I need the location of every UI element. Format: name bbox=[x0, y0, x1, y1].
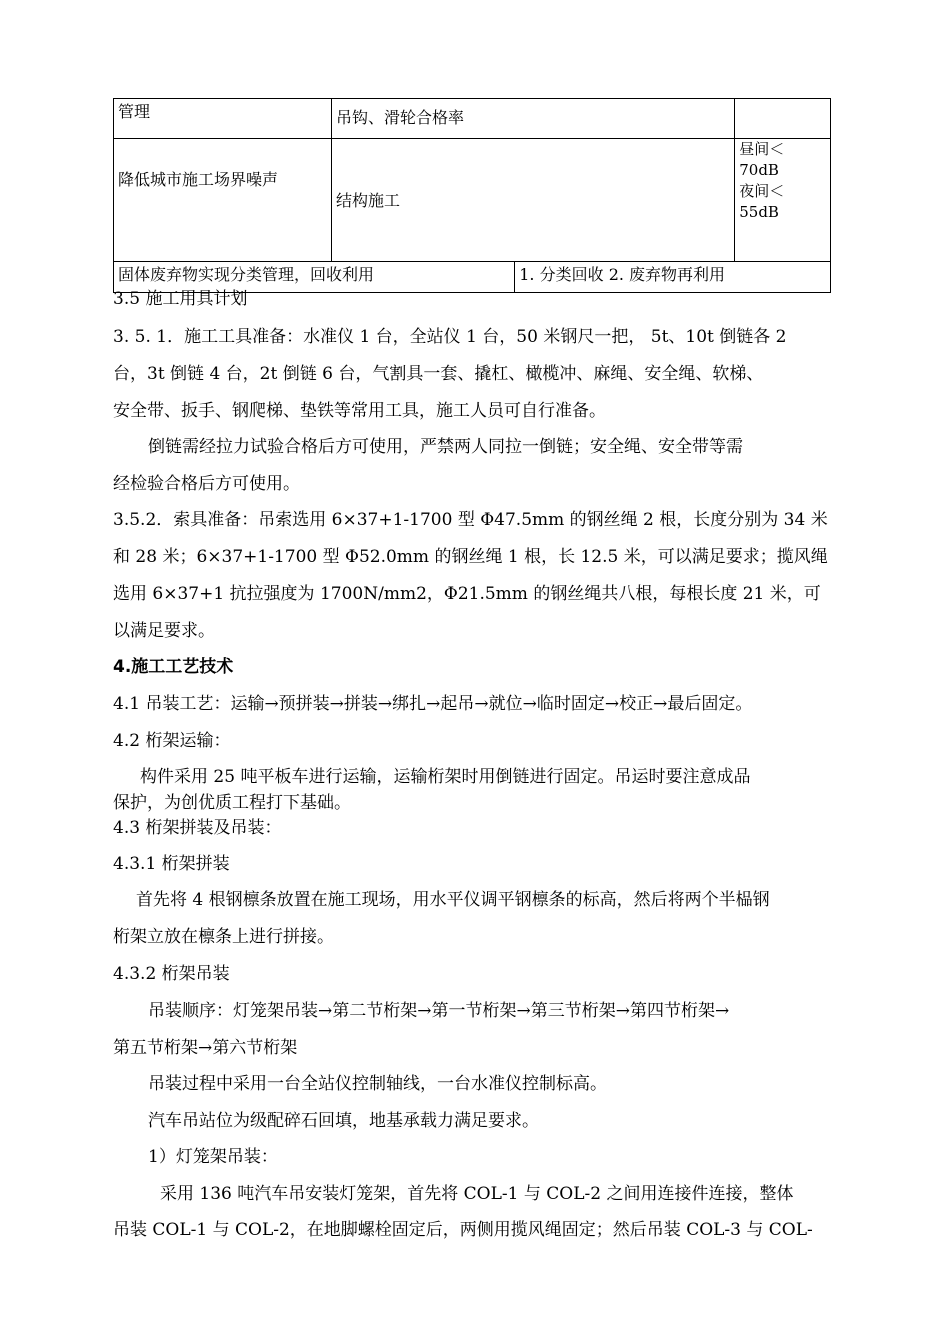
paragraph-line: 首先将 4 根钢檩条放置在施工现场，用水平仪调平钢檩条的标高，然后将两个半榀钢 bbox=[136, 890, 770, 910]
noise-limit-line: 70dB bbox=[739, 161, 779, 179]
noise-limit-cell bbox=[735, 139, 831, 262]
paragraph-line: 经检验合格后方可使用。 bbox=[113, 474, 300, 494]
paragraph-line: 汽车吊站位为级配碎石回填，地基承载力满足要求。 bbox=[148, 1111, 539, 1131]
paragraph-line: 选用 6×37+1 抗拉强度为 1700N/mm2，Φ21.5mm 的钢丝绳共八根，每根长度 21 米，可 bbox=[113, 584, 821, 604]
paragraph-line: 吊装 COL-1 与 COL-2，在地脚螺栓固定后，两侧用揽风绳固定；然后吊装 COL-3 与 COL- bbox=[113, 1220, 813, 1240]
table-cell: 降低城市施工场界噪声 bbox=[114, 139, 332, 262]
section-heading: 4.3 桁架拼装及吊装： bbox=[113, 818, 282, 838]
paragraph-line: 采用 136 吨汽车吊安装灯笼架，首先将 COL-1 与 COL-2 之间用连接件连接，整体 bbox=[160, 1184, 794, 1204]
table-row bbox=[114, 262, 831, 293]
table-row bbox=[114, 139, 831, 262]
paragraph-line: 3. 5. 1．施工工具准备：水准仪 1 台，全站仪 1 台，50 米钢尺一把， 5t、10t 倒链各 2 bbox=[113, 327, 787, 347]
paragraph-line: 桁架立放在檩条上进行拼接。 bbox=[113, 927, 334, 947]
environment-measures-table bbox=[113, 98, 831, 293]
paragraph-line: 吊装过程中采用一台全站仪控制轴线，一台水准仪控制标高。 bbox=[148, 1074, 607, 1094]
table-cell: 结构施工 bbox=[331, 139, 734, 262]
noise-limit-line: 昼间＜ bbox=[739, 140, 785, 158]
paragraph-line: 4.1 吊装工艺：运输→预拼装→拼装→绑扎→起吊→就位→临时固定→校正→最后固定。 bbox=[113, 694, 753, 714]
paragraph-line: 保护，为创优质工程打下基础。 bbox=[113, 793, 351, 813]
paragraph-line: 以满足要求。 bbox=[113, 621, 215, 641]
paragraph-line: 安全带、扳手、钢爬梯、垫铁等常用工具，施工人员可自行准备。 bbox=[113, 401, 606, 421]
paragraph-line: 和 28 米；6×37+1-1700 型 Φ52.0mm 的钢丝绳 1 根，长 12.5 米，可以满足要求；揽风绳 bbox=[113, 547, 828, 567]
subsection-heading: 4.3.1 桁架拼装 bbox=[113, 854, 230, 874]
paragraph-line: 第五节桁架→第六节桁架 bbox=[113, 1038, 298, 1058]
section-heading: 4.2 桁架运输： bbox=[113, 731, 231, 751]
table-cell bbox=[735, 99, 831, 139]
section-heading: 3.5 施工用具计划 bbox=[113, 289, 248, 309]
paragraph-line: 倒链需经拉力试验合格后方可使用，严禁两人同拉一倒链；安全绳、安全带等需 bbox=[148, 437, 743, 457]
paragraph-line: 3.5.2．索具准备：吊索选用 6×37+1-1700 型 Φ47.5mm 的钢丝绳 2 根，长度分别为 34 米 bbox=[113, 510, 828, 530]
paragraph-line: 吊装顺序：灯笼架吊装→第二节桁架→第一节桁架→第三节桁架→第四节桁架→ bbox=[148, 1001, 730, 1021]
list-item-heading: 1）灯笼架吊装： bbox=[148, 1147, 278, 1167]
table-cell: 吊钩、滑轮合格率 bbox=[331, 99, 734, 139]
table-cell: 管理 bbox=[114, 99, 332, 139]
paragraph-line: 台，3t 倒链 4 台，2t 倒链 6 台，气割具一套、撬杠、橄榄冲、麻绳、安全绳、软梯、 bbox=[113, 364, 764, 384]
table-row bbox=[114, 99, 831, 139]
subsection-heading: 4.3.2 桁架吊装 bbox=[113, 964, 230, 984]
noise-limit-line: 夜间＜ bbox=[739, 182, 785, 200]
table-cell: 1. 分类回收 2. 废弃物再利用 bbox=[515, 262, 831, 293]
paragraph-line: 构件采用 25 吨平板车进行运输，运输桁架时用倒链进行固定。吊运时要注意成品 bbox=[140, 767, 751, 787]
chapter-heading: 4.施工工艺技术 bbox=[113, 657, 234, 677]
noise-limit-line: 55dB bbox=[739, 203, 779, 221]
table-cell: 固体废弃物实现分类管理，回收利用 bbox=[114, 262, 515, 293]
